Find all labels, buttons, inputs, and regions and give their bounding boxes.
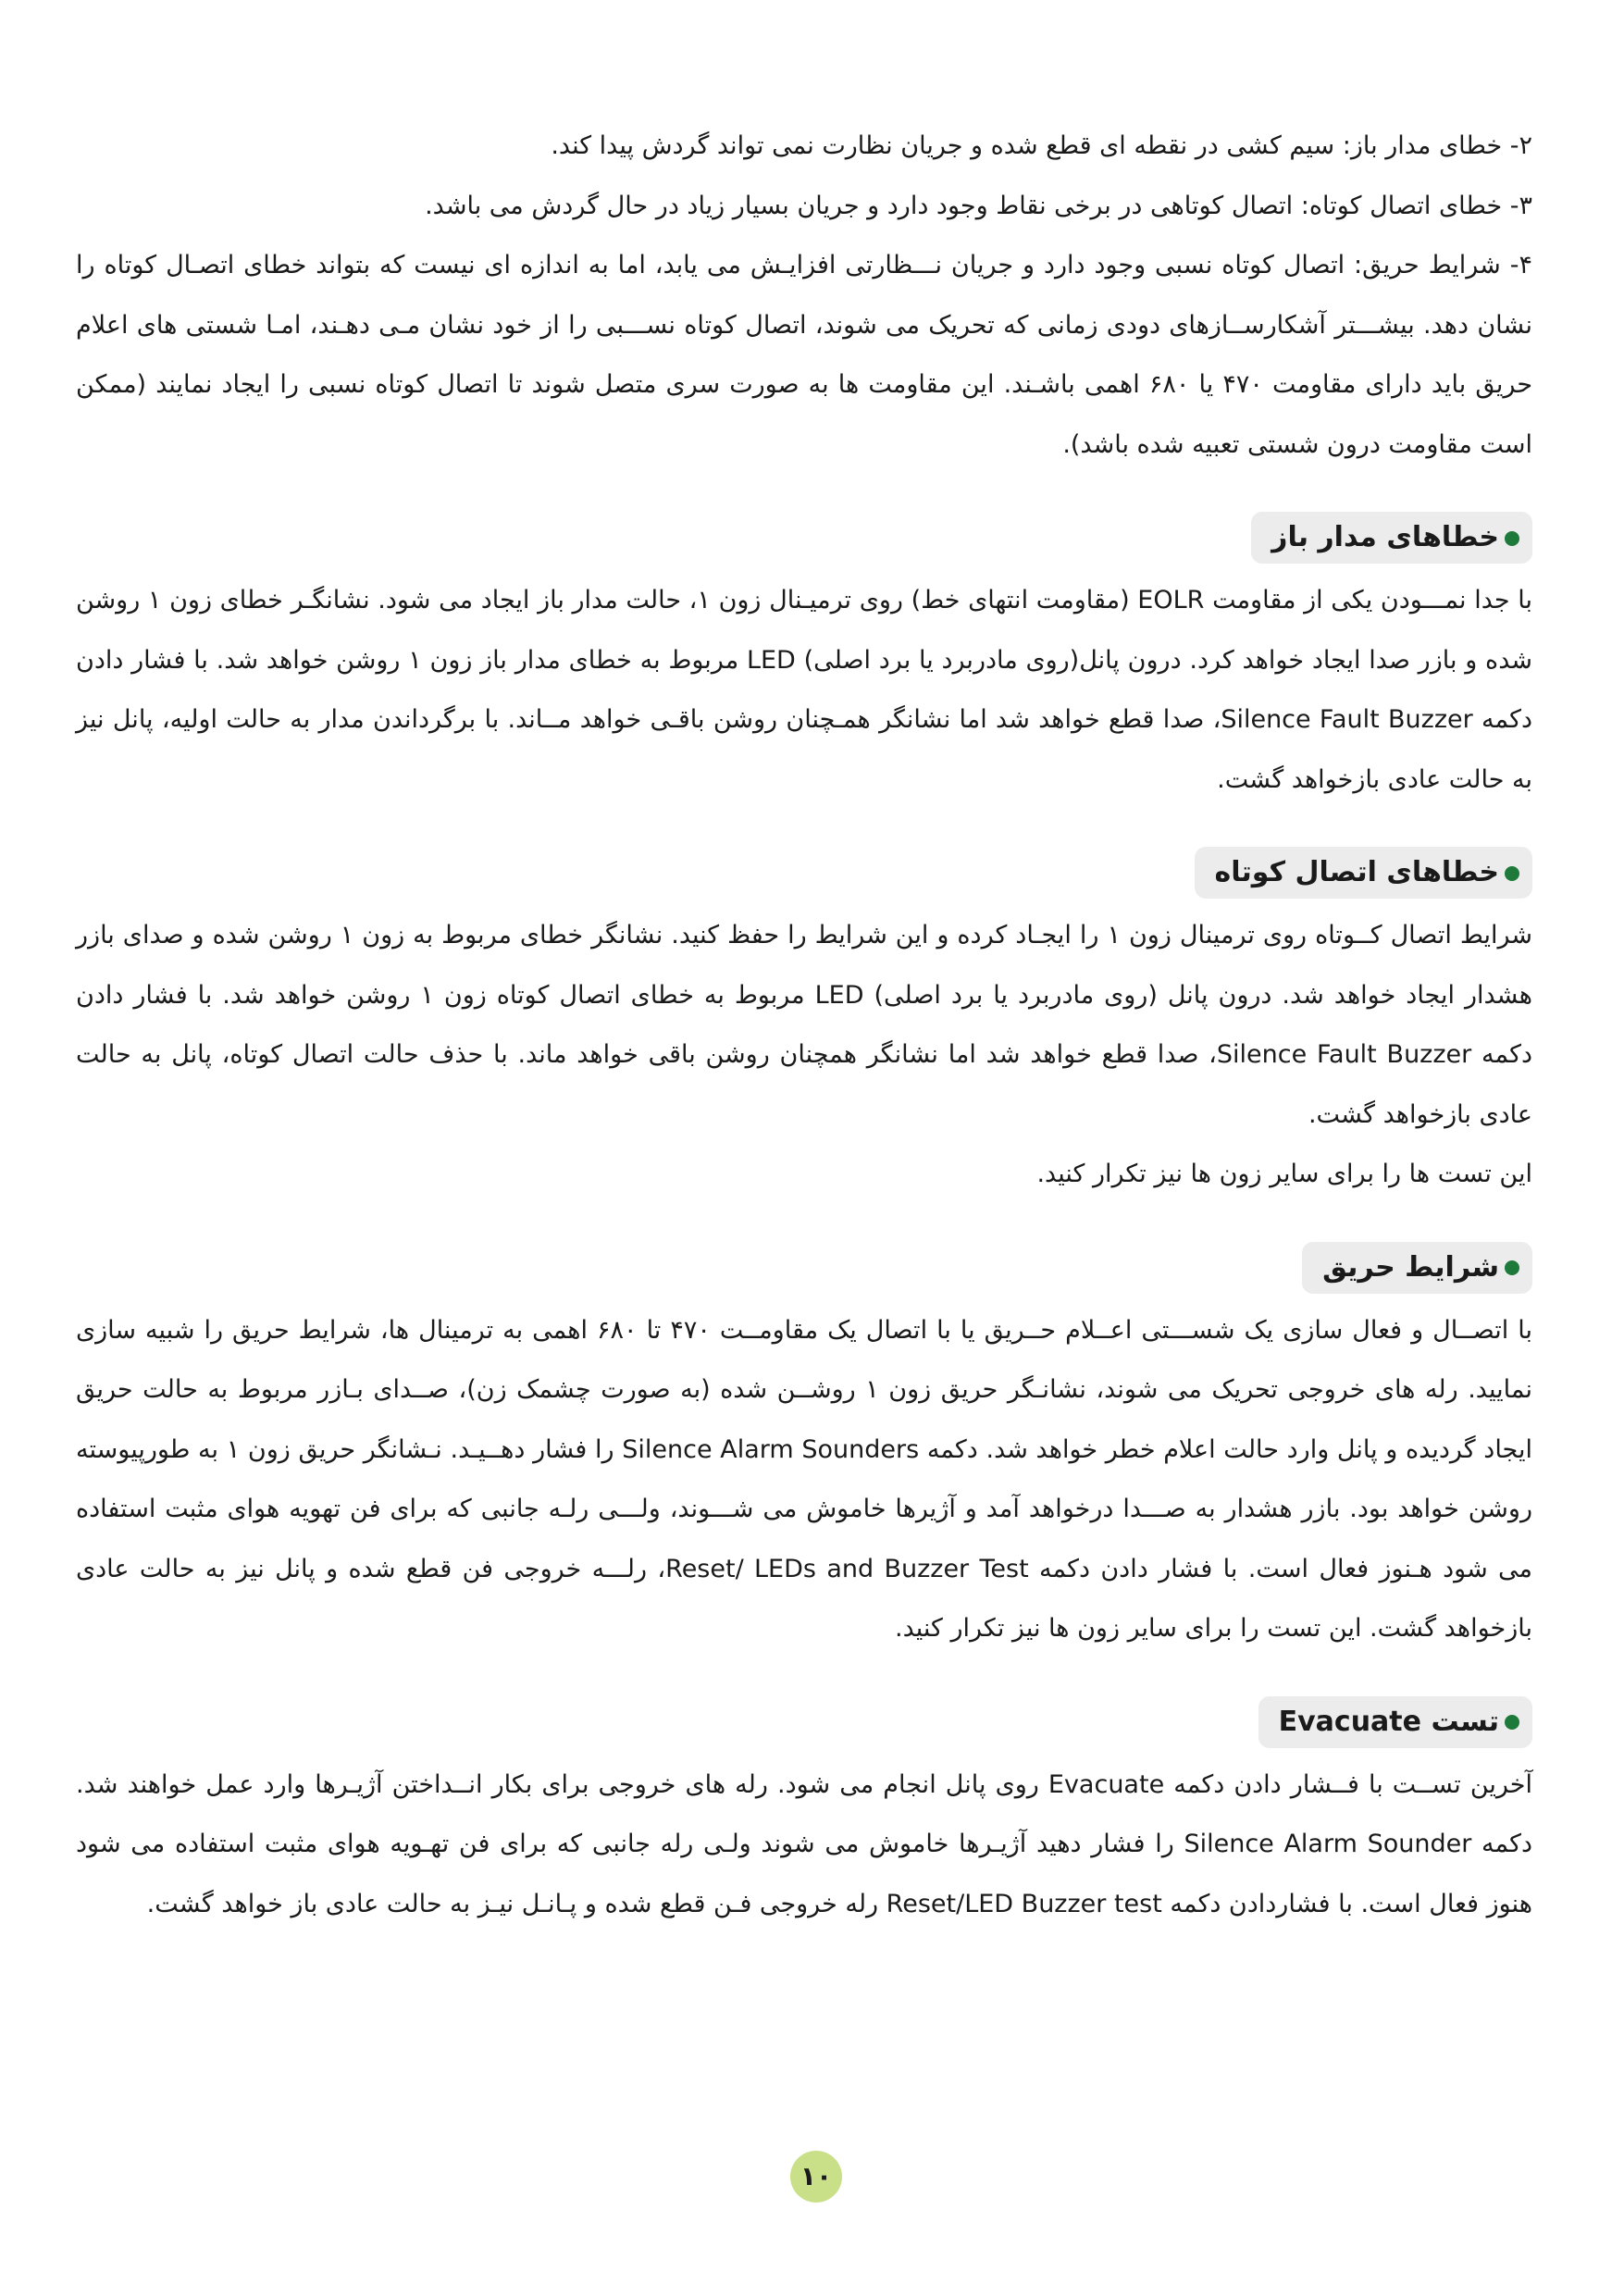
- bullet-icon: [1505, 866, 1519, 881]
- section-paragraph: این تست ها را برای سایر زون ها نیز تکرار کنید.: [1036, 1160, 1532, 1188]
- section-fire-condition: [76, 1242, 1532, 1659]
- bullet-icon: [1505, 1715, 1519, 1730]
- section-paragraph: آخرین تســت با فــشار دادن دکمه Evacuate روی پانل انجام می شود. رله های خروجی برای بکار انــداختن آژیـرها وارد عمل خواهند شد. دکمه Silence Alarm Sounder را فشار دهید آژیـرها خاموش می شوند ولـی رله جانبی که برای فن تهـویه هوای مثبت استفاده می شود هنوز فعال است. با فشاردادن دکمه Reset/LED Buzzer test رله خروجی فـن قطع شده و پـانـل نیـز به حالت عادی باز خواهد گشت.: [76, 1769, 1532, 1918]
- section-paragraph: شرایط اتصال کــوتاه روی ترمینال زون ۱ را ایجـاد کرده و این شرایط را حفظ کنید. نشانگر خطای مربوط به زون ۱ روشن شده و صدای بازر هشدار ایجاد خواهد شد. درون پانل (روی مادربرد یا برد اصلی) LED مربوط به خطای اتصال کوتاه زون ۱ روشن خواهد شد. با فشار دادن دکمه Silence Fault Buzzer، صدا قطع خواهد شد اما نشانگر همچنان روشن باقی خواهد ماند. با حذف حالت اتصال کوتاه، پانل به حالت عادی بازخواهد گشت.: [76, 921, 1533, 1129]
- section-evacuate-test: [76, 1696, 1532, 1935]
- bullet-icon: [1505, 1260, 1519, 1275]
- section-heading: خطاهای اتصال کوتاه: [1195, 847, 1532, 899]
- section-open-circuit: [76, 512, 1532, 810]
- page-number: ۱۰: [790, 2151, 842, 2203]
- section-heading: شرایط حریق: [1302, 1242, 1532, 1294]
- intro-item-3: ۳- خطای اتصال کوتاه: اتصال کوتاهی در برخی نقاط وجود دارد و جریان بسیار زیاد در حال گردش می باشد.: [425, 191, 1532, 220]
- section-short-circuit: [76, 847, 1532, 1205]
- bullet-icon: [1505, 531, 1519, 546]
- section-paragraph: با جدا نمـــودن یکی از مقاومت EOLR (مقاومت انتهای خط) روی ترمیـنال زون ۱، حالت مدار باز ایجاد می شود. نشانگـر خطای زون ۱ روشن شده و بازر صدا ایجاد خواهد کرد. درون پانل(روی مادربرد یا برد اصلی) LED مربوط به خطای مدار باز زون ۱ روشن خواهد شد. با فشار دادن دکمه Silence Fault Buzzer، صدا قطع خواهد شد اما نشانگر همـچنان روشن باقـی خواهد مــاند. با برگرداندن مدار به حالت اولیه، پانل نیز به حالت عادی بازخواهد گشت.: [76, 586, 1532, 794]
- section-heading: خطاهای مدار باز: [1251, 512, 1532, 564]
- intro-item-4: ۴- شرایط حریق: اتصال کوتاه نسبی وجود دارد و جریان نـــظارتی افزایـش می یابد، اما به اندازه ای نیست که بتواند خطای اتصـال کوتاه را نشان دهد. بیشـــتر آشکارســازهای دودی زمانی که تحریک می شوند، اتصال کوتاه نســـبی را از خود نشان مـی دهـند، امـا شستی های اعلام حریق باید دارای مقاومت ۴۷۰ یا ۶۸۰ اهمی باشـند. این مقاومت ها به صورت سری متصل شوند تا اتصال کوتاه نسبی را ایجاد نمایند (ممکن است مقاومت درون شستی تعبیه شده باشد).: [76, 251, 1533, 459]
- page-content: [76, 117, 1532, 1934]
- intro-item-2: ۲- خطای مدار باز: سیم کشی در نقطه ای قطع شده و جریان نظارت نمی تواند گردش پیدا کند.: [551, 131, 1532, 160]
- section-paragraph: با اتصــال و فعال سازی یک شســـتی اعــلام حــریق یا با اتصال یک مقاومــت ۴۷۰ تا ۶۸۰ اهمی به ترمینال ها، شرایط حریق را شبیه سازی نمایید. رله های خروجی تحریک می شوند، نشانـگر حریق زون ۱ روشــن شده (به صورت چشمک زن)، صــدای بـازر مربوط به حالت حریق ایجاد گردیده و پانل وارد حالت اعلام خطر خواهد شد. دکمه Silence Alarm Sounders را فشار دهــیـد. نـشانگر حریق زون ۱ به طورپیوسته روشن خواهد بود. بازر هشدار به صـــدا درخواهد آمد و آژیرها خاموش می شـــوند، ولـــی رلـه جانبی که برای فن تهویه هوای مثبت استفاده می شود هـنوز فعال است. با فشار دادن دکمه Reset/ LEDs and Buzzer Test، رلـــه خروجی فن قطع شده و پانل نیز به حالت عادی بازخواهد گشت. این تست را برای سایر زون ها نیز تکرار کنید.: [76, 1315, 1533, 1643]
- section-heading: تست Evacuate: [1258, 1696, 1532, 1748]
